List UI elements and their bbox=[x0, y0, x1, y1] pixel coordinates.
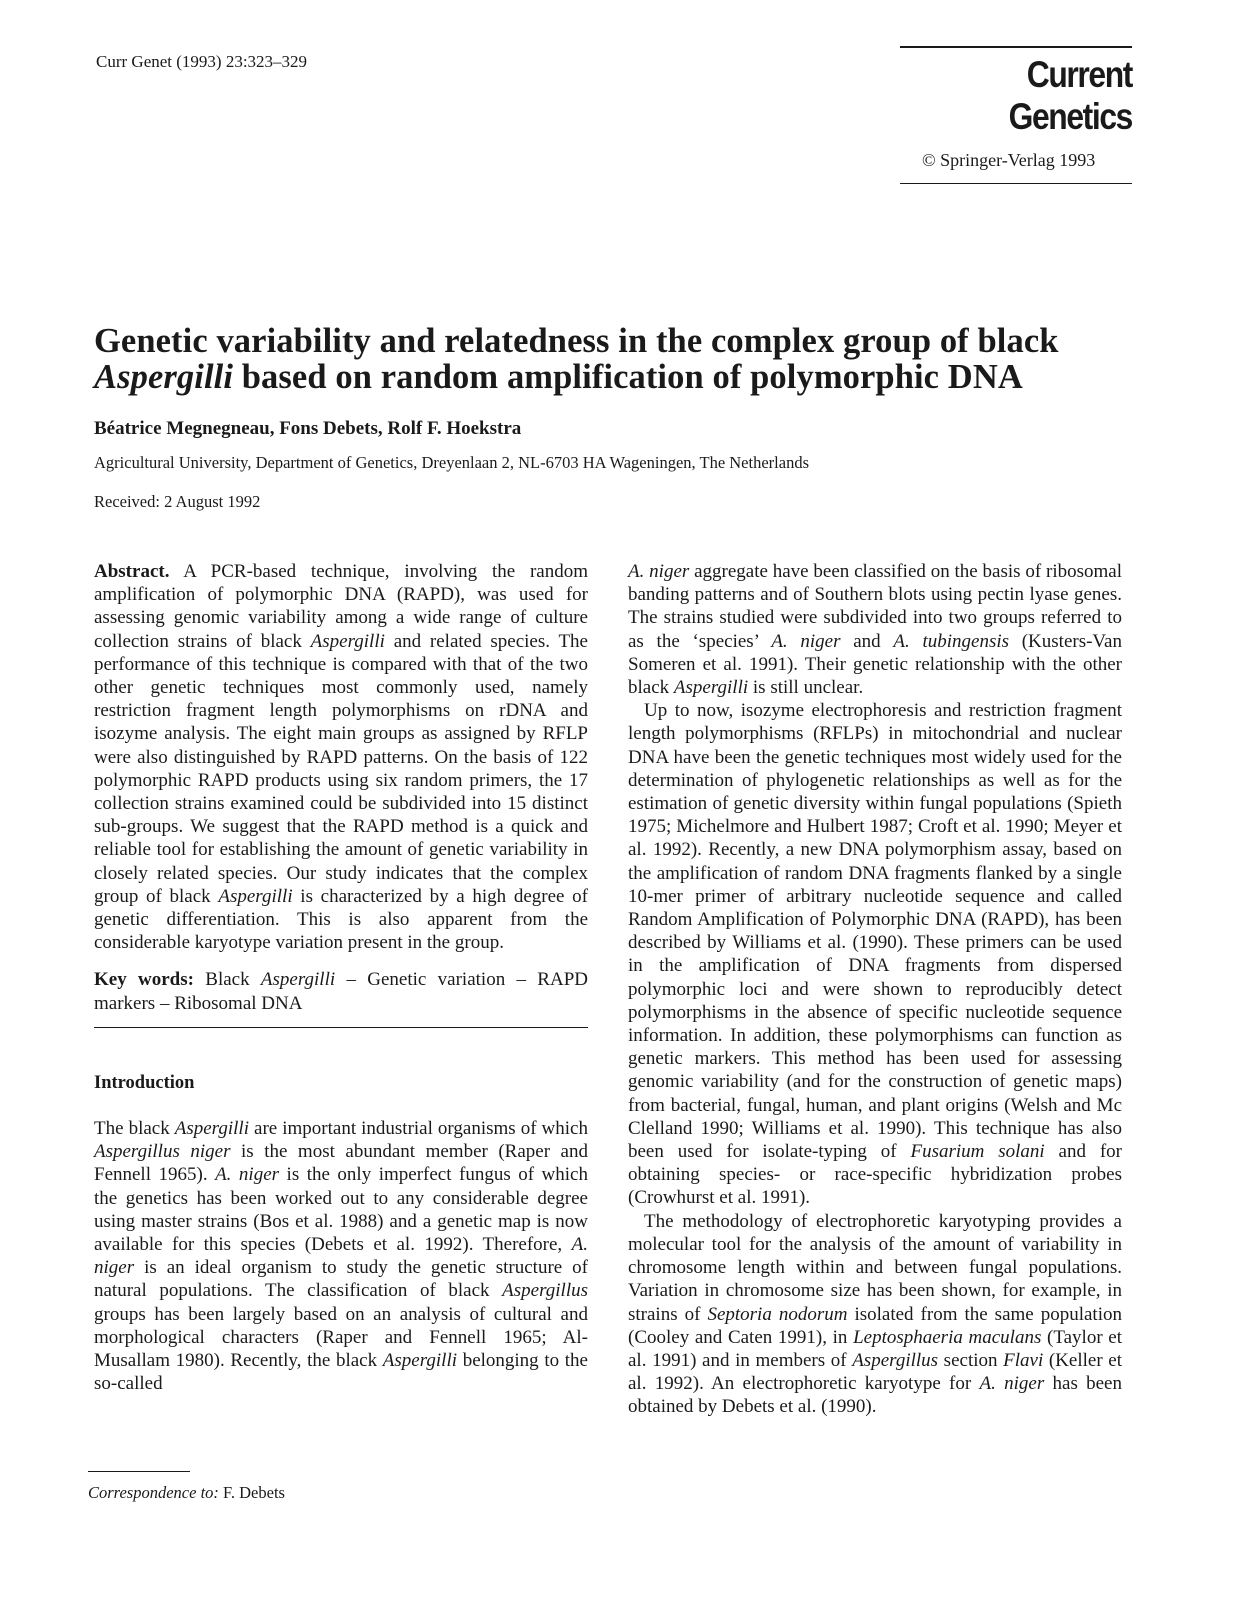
keywords-text: Black bbox=[193, 969, 261, 991]
body-text: (Keller et al. 1992). An electrophoretic karyotype for bbox=[628, 1349, 1122, 1395]
body-italic: A. niger bbox=[979, 1373, 1045, 1395]
body-italic: Aspergillus bbox=[502, 1280, 588, 1302]
introduction-paragraph-3 bbox=[628, 1210, 1122, 1419]
abstract-label: Abstract. bbox=[94, 561, 170, 582]
body-italic: Aspergilli bbox=[174, 1118, 249, 1140]
journal-name: Current Genetics bbox=[1008, 54, 1132, 137]
body-italic: Flavi bbox=[1003, 1349, 1044, 1371]
body-italic: Septoria nodorum bbox=[707, 1303, 848, 1325]
title-italic-term: Aspergilli bbox=[94, 358, 234, 396]
body-italic: A. niger bbox=[94, 1234, 588, 1279]
body-italic: Aspergilli bbox=[382, 1350, 458, 1372]
section-divider bbox=[94, 1027, 588, 1028]
body-italic: A. niger bbox=[771, 630, 841, 652]
abstract-text: is characterized by a high degree of genetic differentiation. This is also apparent from the considerable karyotype variation present in the group. bbox=[94, 885, 588, 954]
author-affiliation: Agricultural University, Department of Genetics, Dreyenlaan 2, NL-6703 HA Wageningen, The Netherlands bbox=[94, 453, 809, 472]
body-text: aggregate have been classified on the basis of ribosomal banding patterns and of Southern blots using pectin lyase genes. The strains studied were subdivided into two groups referred to as the ‘species’ bbox=[628, 561, 1122, 652]
introduction-paragraph-1-continued bbox=[628, 560, 1122, 699]
body-text: (Taylor et al. 1991) and in members of bbox=[628, 1326, 1123, 1371]
correspondence-label: Correspondence to: bbox=[88, 1483, 219, 1502]
body-italic: Leptosphaeria maculans bbox=[853, 1326, 1042, 1348]
body-text: groups has been largely based on an analysis of cultural and morphological characters (Raper and Fennell 1965; Al-Musallam 1980). Recently, the black bbox=[94, 1303, 588, 1372]
title-line-2: based on random amplification of polymorphic DNA bbox=[233, 358, 1023, 396]
footnote-rule bbox=[88, 1471, 190, 1472]
introduction-paragraph-1 bbox=[94, 1117, 588, 1395]
body-text: The methodology of electrophoretic karyotyping provides a molecular tool for the analysis of the amount of variability in chromosome length within and between fungal populations. Variation in chromosome size has been shown, for example, in strains of bbox=[628, 1210, 1122, 1325]
body-text: section bbox=[938, 1349, 1004, 1371]
body-text: are important industrial organisms of which bbox=[248, 1118, 588, 1140]
author-list: Béatrice Megnegneau, Fons Debets, Rolf F. Hoekstra bbox=[94, 418, 522, 439]
body-italic: A. tubingensis bbox=[893, 630, 1010, 652]
abstract-italic: Aspergilli bbox=[218, 885, 293, 907]
body-text: (Kusters-Van Someren et al. 1991). Their genetic relationship with the other black bbox=[628, 630, 1122, 699]
abstract-paragraph bbox=[94, 560, 588, 954]
publisher-copyright: © Springer-Verlag 1993 bbox=[922, 150, 1096, 170]
correspondence-name: F. Debets bbox=[218, 1483, 285, 1502]
body-text: isolated from the same population (Cooley and Caten 1991), in bbox=[628, 1303, 1122, 1348]
body-text: is still unclear. bbox=[748, 677, 864, 699]
right-column bbox=[628, 560, 1122, 1419]
keywords-label: Key words: bbox=[94, 969, 194, 991]
body-text: has been obtained by Debets et al. (1990). bbox=[628, 1373, 1122, 1418]
body-italic: Aspergillus niger bbox=[94, 1141, 231, 1163]
left-column bbox=[94, 560, 588, 1396]
article-title bbox=[94, 323, 1154, 395]
correspondence-footnote bbox=[88, 1483, 285, 1503]
introduction-paragraph-2 bbox=[628, 699, 1122, 1209]
keywords-text: – Genetic variation – RAPD markers – Ribosomal DNA bbox=[94, 969, 588, 1014]
body-italic: Fusarium solani bbox=[910, 1141, 1045, 1163]
body-italic: Aspergilli bbox=[673, 677, 749, 699]
body-text: is the most abundant member (Raper and Fennell 1965). bbox=[94, 1141, 588, 1186]
body-text: Up to now, isozyme electrophoresis and restriction fragment length polymorphisms (RFLPs) in mitochondrial and nuclear DNA have been the genetic techniques most widely used for the determination of phylogenetic relationships as well as for the estimation of genetic diversity within fungal populations (Spieth 1975; Michelmore and Hulbert 1987; Croft et al. 1990; Meyer et al. 1992). Recently, a new DNA polymorphism assay, based on the amplification of random DNA fragments flanked by a single 10-mer primer of arbitrary nucleotide sequence and called Random Amplification of Polymorphic DNA (RAPD), has been described by Williams et al. (1990). These primers can be used in the amplification of DNA fragments from dispersed polymorphic loci and were shown to reproducibly detect polymorphisms in the absence of specific nucleotide sequence information. In addition, these polymorphisms can function as genetic markers. This method has been used for assessing genomic variability (and for the construction of genetic maps) from bacterial, fungal, human, and plant origins (Welsh and Mc Clelland 1990; Williams et al. 1990). This technique has also been used for isolate-typing of bbox=[628, 700, 1122, 1163]
body-text: belonging to the so-called bbox=[94, 1350, 588, 1395]
title-line-1: Genetic variability and relatedness in the complex group of black bbox=[94, 322, 1059, 360]
keywords-italic: Aspergilli bbox=[260, 969, 336, 991]
received-date: Received: 2 August 1992 bbox=[94, 492, 261, 511]
body-italic: A. niger bbox=[215, 1164, 280, 1186]
abstract-text: A PCR-based technique, involving the random amplification of polymorphic DNA (RAPD), was used for assessing genomic variability among a wide range of culture collection strains of black bbox=[94, 561, 588, 652]
body-italic: A. niger bbox=[628, 561, 690, 582]
keywords-paragraph bbox=[94, 968, 588, 1014]
body-text: and bbox=[840, 630, 894, 652]
body-text: The black bbox=[94, 1118, 175, 1140]
section-heading-introduction: Introduction bbox=[94, 1072, 195, 1093]
body-italic: Aspergillus bbox=[852, 1349, 939, 1371]
masthead-rule-top bbox=[900, 46, 1132, 48]
abstract-italic: Aspergilli bbox=[310, 630, 385, 652]
body-text: is an ideal organism to study the genetic structure of natural populations. The classification of black bbox=[94, 1257, 588, 1302]
journal-masthead bbox=[900, 46, 1132, 184]
journal-citation: Curr Genet (1993) 23:323–329 bbox=[96, 52, 308, 71]
body-text: is the only imperfect fungus of which the genetics has been worked out to any considerable degree using master strains (Bos et al. 1988) and a genetic map is now available for this species (Debets et al. 1992). Therefore, bbox=[94, 1164, 588, 1256]
masthead-rule-bottom bbox=[900, 183, 1132, 184]
body-text: and for obtaining species- or race-specific hybridization probes (Crowhurst et al. 1991). bbox=[628, 1141, 1122, 1209]
abstract-text: and related species. The performance of this technique is compared with that of the two other genetic techniques most commonly used, namely restriction fragment length polymorphisms on rDNA and isozyme analysis. The eight main groups as assigned by RFLP were also distinguished by RAPD patterns. On the basis of 122 polymorphic RAPD products using six random primers, the 17 collection strains examined could be subdivided into 15 distinct sub-groups. We suggest that the RAPD method is a quick and reliable tool for establishing the amount of genetic variability in closely related species. Our study indicates that the complex group of black bbox=[94, 630, 588, 907]
